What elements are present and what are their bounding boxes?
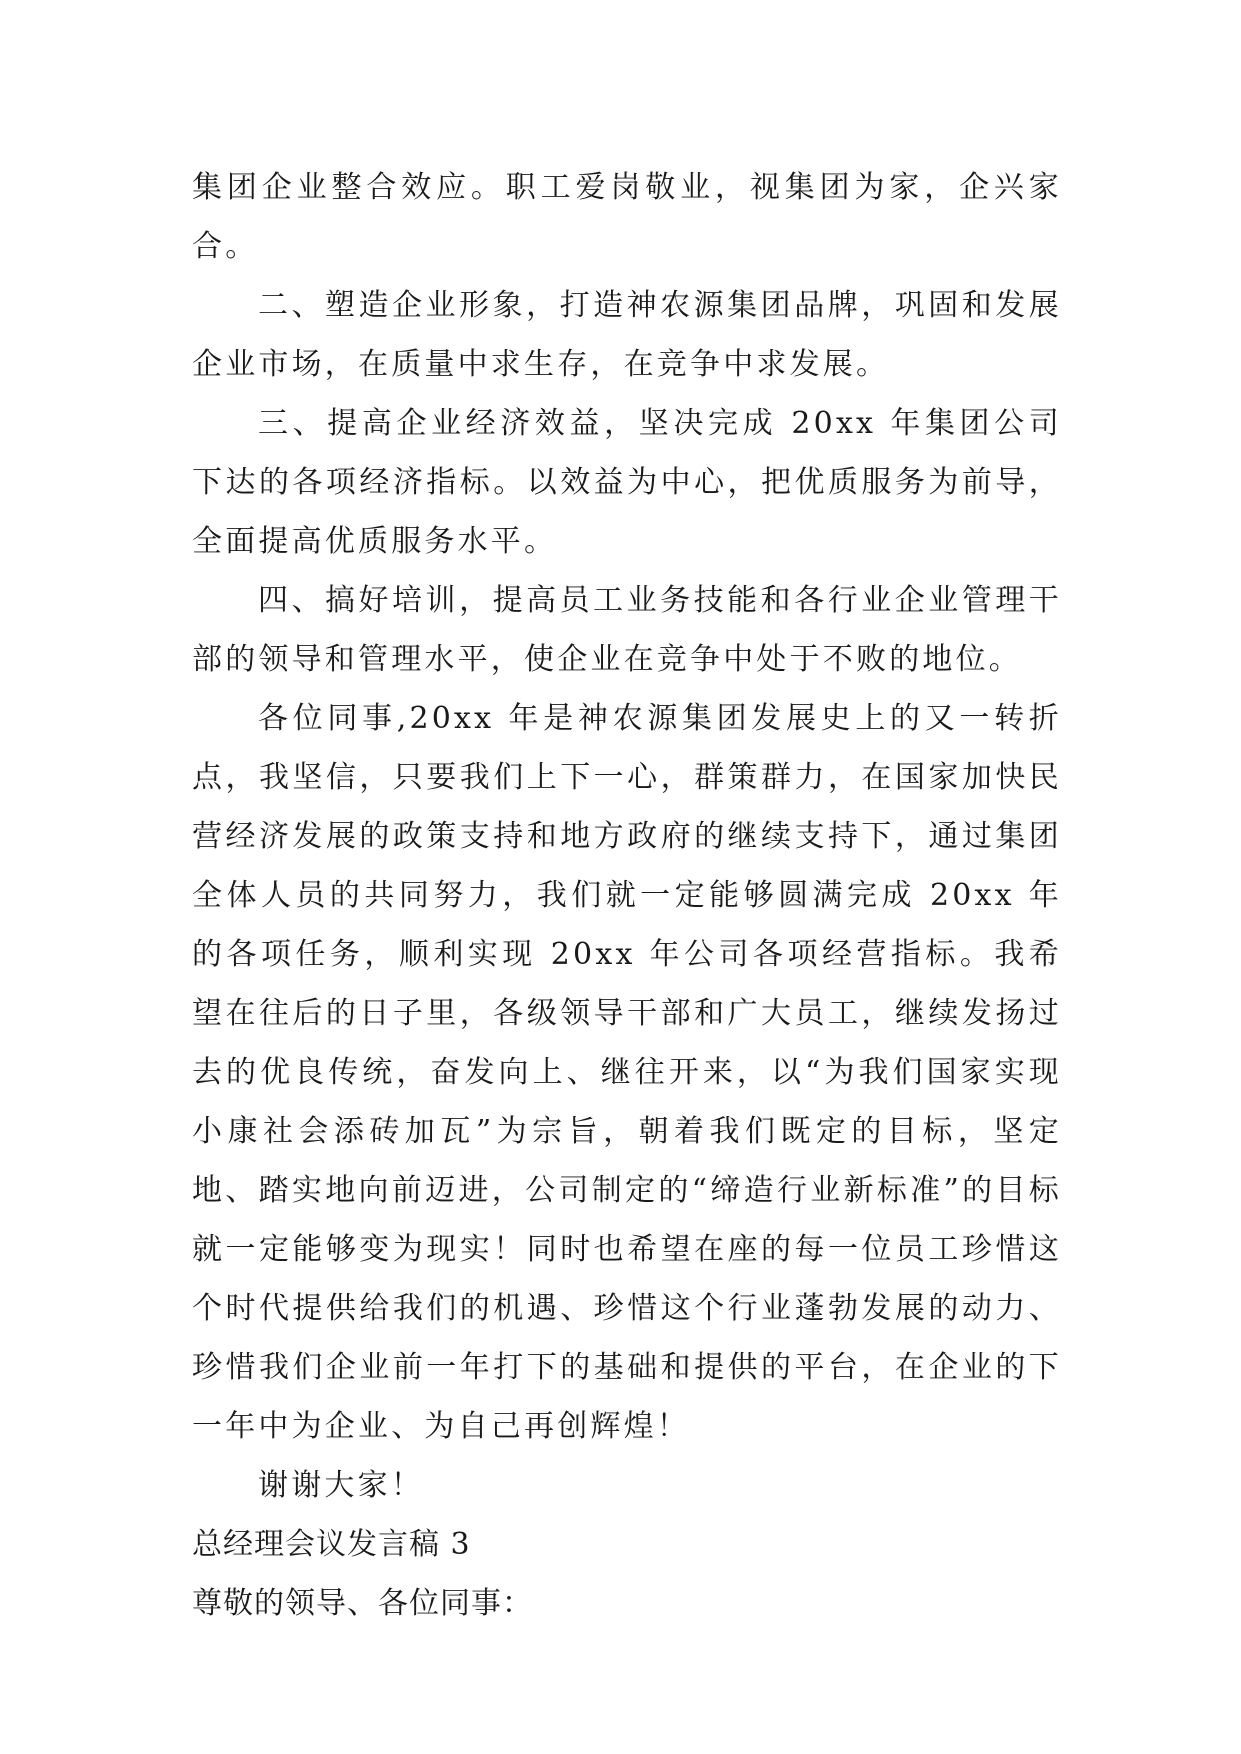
- paragraph-item-three: 三、提高企业经济效益，坚决完成 20xx 年集团公司下达的各项经济指标。以效益为中心，把优质服务为前导，全面提高优质服务水平。: [192, 406, 1062, 559]
- section-heading: 总经理会议发言稿 3: [192, 1527, 471, 1562]
- salutation: 尊敬的领导、各位同事：: [192, 1586, 533, 1621]
- paragraph-item-four: 四、搞好培训，提高员工业务技能和各行业企业管理干部的领导和管理水平，使企业在竞争中处于不败的地位。: [192, 583, 1062, 677]
- paragraph-continuation: 集团企业整合效应。职工爱岗敬业，视集团为家，企兴家合。: [192, 170, 1062, 264]
- paragraph-thanks: 谢谢大家！: [258, 1468, 424, 1503]
- document-body: [192, 158, 1062, 1633]
- paragraph-closing-remarks: 各位同事,20xx 年是神农源集团发展史上的又一转折点，我坚信，只要我们上下一心，群策群力，在国家加快民营经济发展的政策支持和地方政府的继续支持下，通过集团全体人员的共同努力，我们就一定能够圆满完成 20xx 年的各项任务，顺利实现 20xx 年公司各项经营指标。我希望在往后的日子里，各级领导干部和广大员工，继续发扬过去的优良传统，奋发向上、继往开来，以“为我们国家实现小康社会添砖加瓦”为宗旨，朝着我们既定的目标，坚定地、踏实地向前迈进，公司制定的“缔造行业新标准”的目标就一定能够变为现实！同时也希望在座的每一位员工珍惜这个时代提供给我们的机遇、珍惜这个行业蓬勃发展的动力、珍惜我们企业前一年打下的基础和提供的平台，在企业的下一年中为企业、为自己再创辉煌！: [192, 701, 1062, 1444]
- paragraph-item-two: 二、塑造企业形象，打造神农源集团品牌，巩固和发展企业市场，在质量中求生存，在竞争中求发展。: [192, 288, 1062, 382]
